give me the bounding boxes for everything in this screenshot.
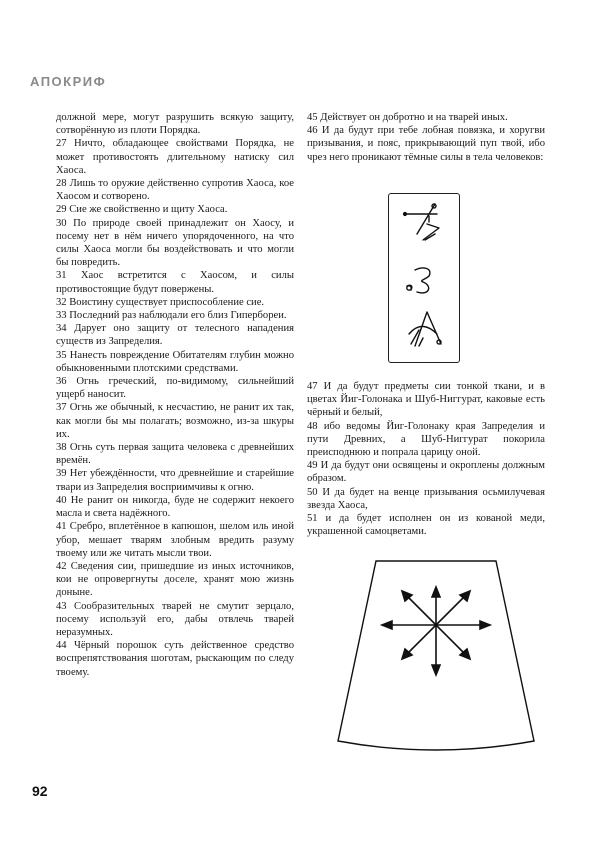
paragraph: 33 Последний раз наблюдали его близ Гипербореи. [56, 310, 287, 322]
sigils-icon [389, 194, 459, 362]
page-number: 92 [32, 783, 48, 799]
sigil-band-figure [388, 193, 460, 363]
left-column [56, 111, 294, 679]
paragraph: 45 Действует он добротно и на тварей иных. [307, 112, 508, 123]
right-column-bottom [307, 380, 545, 538]
right-column-top [307, 111, 545, 164]
paragraph: 34 Дарует оно защиту от телесного нападения существ из Запределия. [56, 323, 294, 348]
paragraph: 36 Огнь греческий, по-видимому, сильнейший ущерб наносит. [56, 376, 294, 401]
paragraph: 42 Сведения сии, пришедшие из иных источников, кои не опровергнуты доселе, хранят мою жизнь доныне. [56, 560, 294, 599]
paragraph: 39 Нет убеждённости, что древнейшие и старейшие твари из Запределия восприимчивы к огню. [56, 468, 294, 493]
paragraph: 30 По природе своей принадлежит он Хаосу, и посему нет в нём ничего упорядоченного, на что силы Хаоса могли бы воздействовать и что могли бы повредить. [56, 217, 294, 269]
paragraph: 29 Сие же свойственно и щиту Хаоса. [56, 204, 228, 216]
paragraph: 49 И да будут они освящены и окроплены должным образом. [307, 460, 545, 485]
paragraph: 48 ибо ведомы Йиг-Голонаку края Запределия и пути Древних, а Шуб-Ниггурат покорила преисподнюю и попрала царицу оной. [307, 420, 545, 459]
paragraph: 40 Не ранит он никогда, буде не содержит некоего масла и света надёжного. [56, 494, 294, 520]
paragraph: 43 Сообразительных тварей не смутит зерцало, посему используй его, дабы отвлечь тварей неразумных. [56, 600, 294, 638]
paragraph: 41 Сребро, вплетённое в капюшон, шелом иль иной убор, мешает тварям злобным вредить разуму твоему или же читать мысли твои. [56, 521, 294, 559]
paragraph: 47 И да будут предметы сии тонкой ткани, и в цветах Йиг-Голонака и Шуб-Ниггурат, каковые есть чёрный и белый, [307, 381, 545, 419]
chaos-star-icon [336, 555, 536, 755]
paragraph: 32 Воистину существует приспособление сие. [56, 296, 265, 308]
chaos-star-banner-figure [336, 555, 536, 755]
paragraph: 44 Чёрный порошок суть действенное средство воспрепятствования шоготам, рыскающим по следу твоему. [56, 640, 294, 678]
paragraph: 31 Хаос встретится с Хаосом, и силы противостоящие будут повержены. [56, 270, 294, 295]
paragraph: 27 Ничто, обладающее свойствами Порядка, не может противостоять длительному натиску сил Хаоса. [56, 138, 294, 176]
paragraph: 46 И да будут при тебе лобная повязка, и хоругви призывания, и пояс, прикрывающий пуп твой, ибо чрез него проникают тёмные силы в тела человеков: [307, 125, 545, 163]
paragraph: 51 и да будет исполнен он из кованой меди, украшенной самоцветами. [307, 513, 545, 538]
paragraph: 38 Огнь суть первая защита человека с древнейших времён. [56, 442, 294, 467]
paragraph: должной мере, могут разрушить всякую защиту, сотворённую из плоти Порядка. [56, 112, 294, 137]
paragraph: 37 Огнь же обычный, к несчастию, не ранит их так, как могли бы мы полагать; возможно, из-за шкуры их. [56, 402, 294, 440]
running-header: АПОКРИФ [30, 74, 107, 89]
paragraph: 28 Лишь то оружие действенно супротив Хаоса, кое Хаосом и сотворено. [56, 178, 294, 203]
paragraph: 50 И да будет на венце призывания осьмилучевая звезда Хаоса, [307, 486, 545, 511]
paragraph: 35 Нанесть повреждение Обитателям глубин можно обыкновенными плотскими средствами. [56, 349, 294, 374]
